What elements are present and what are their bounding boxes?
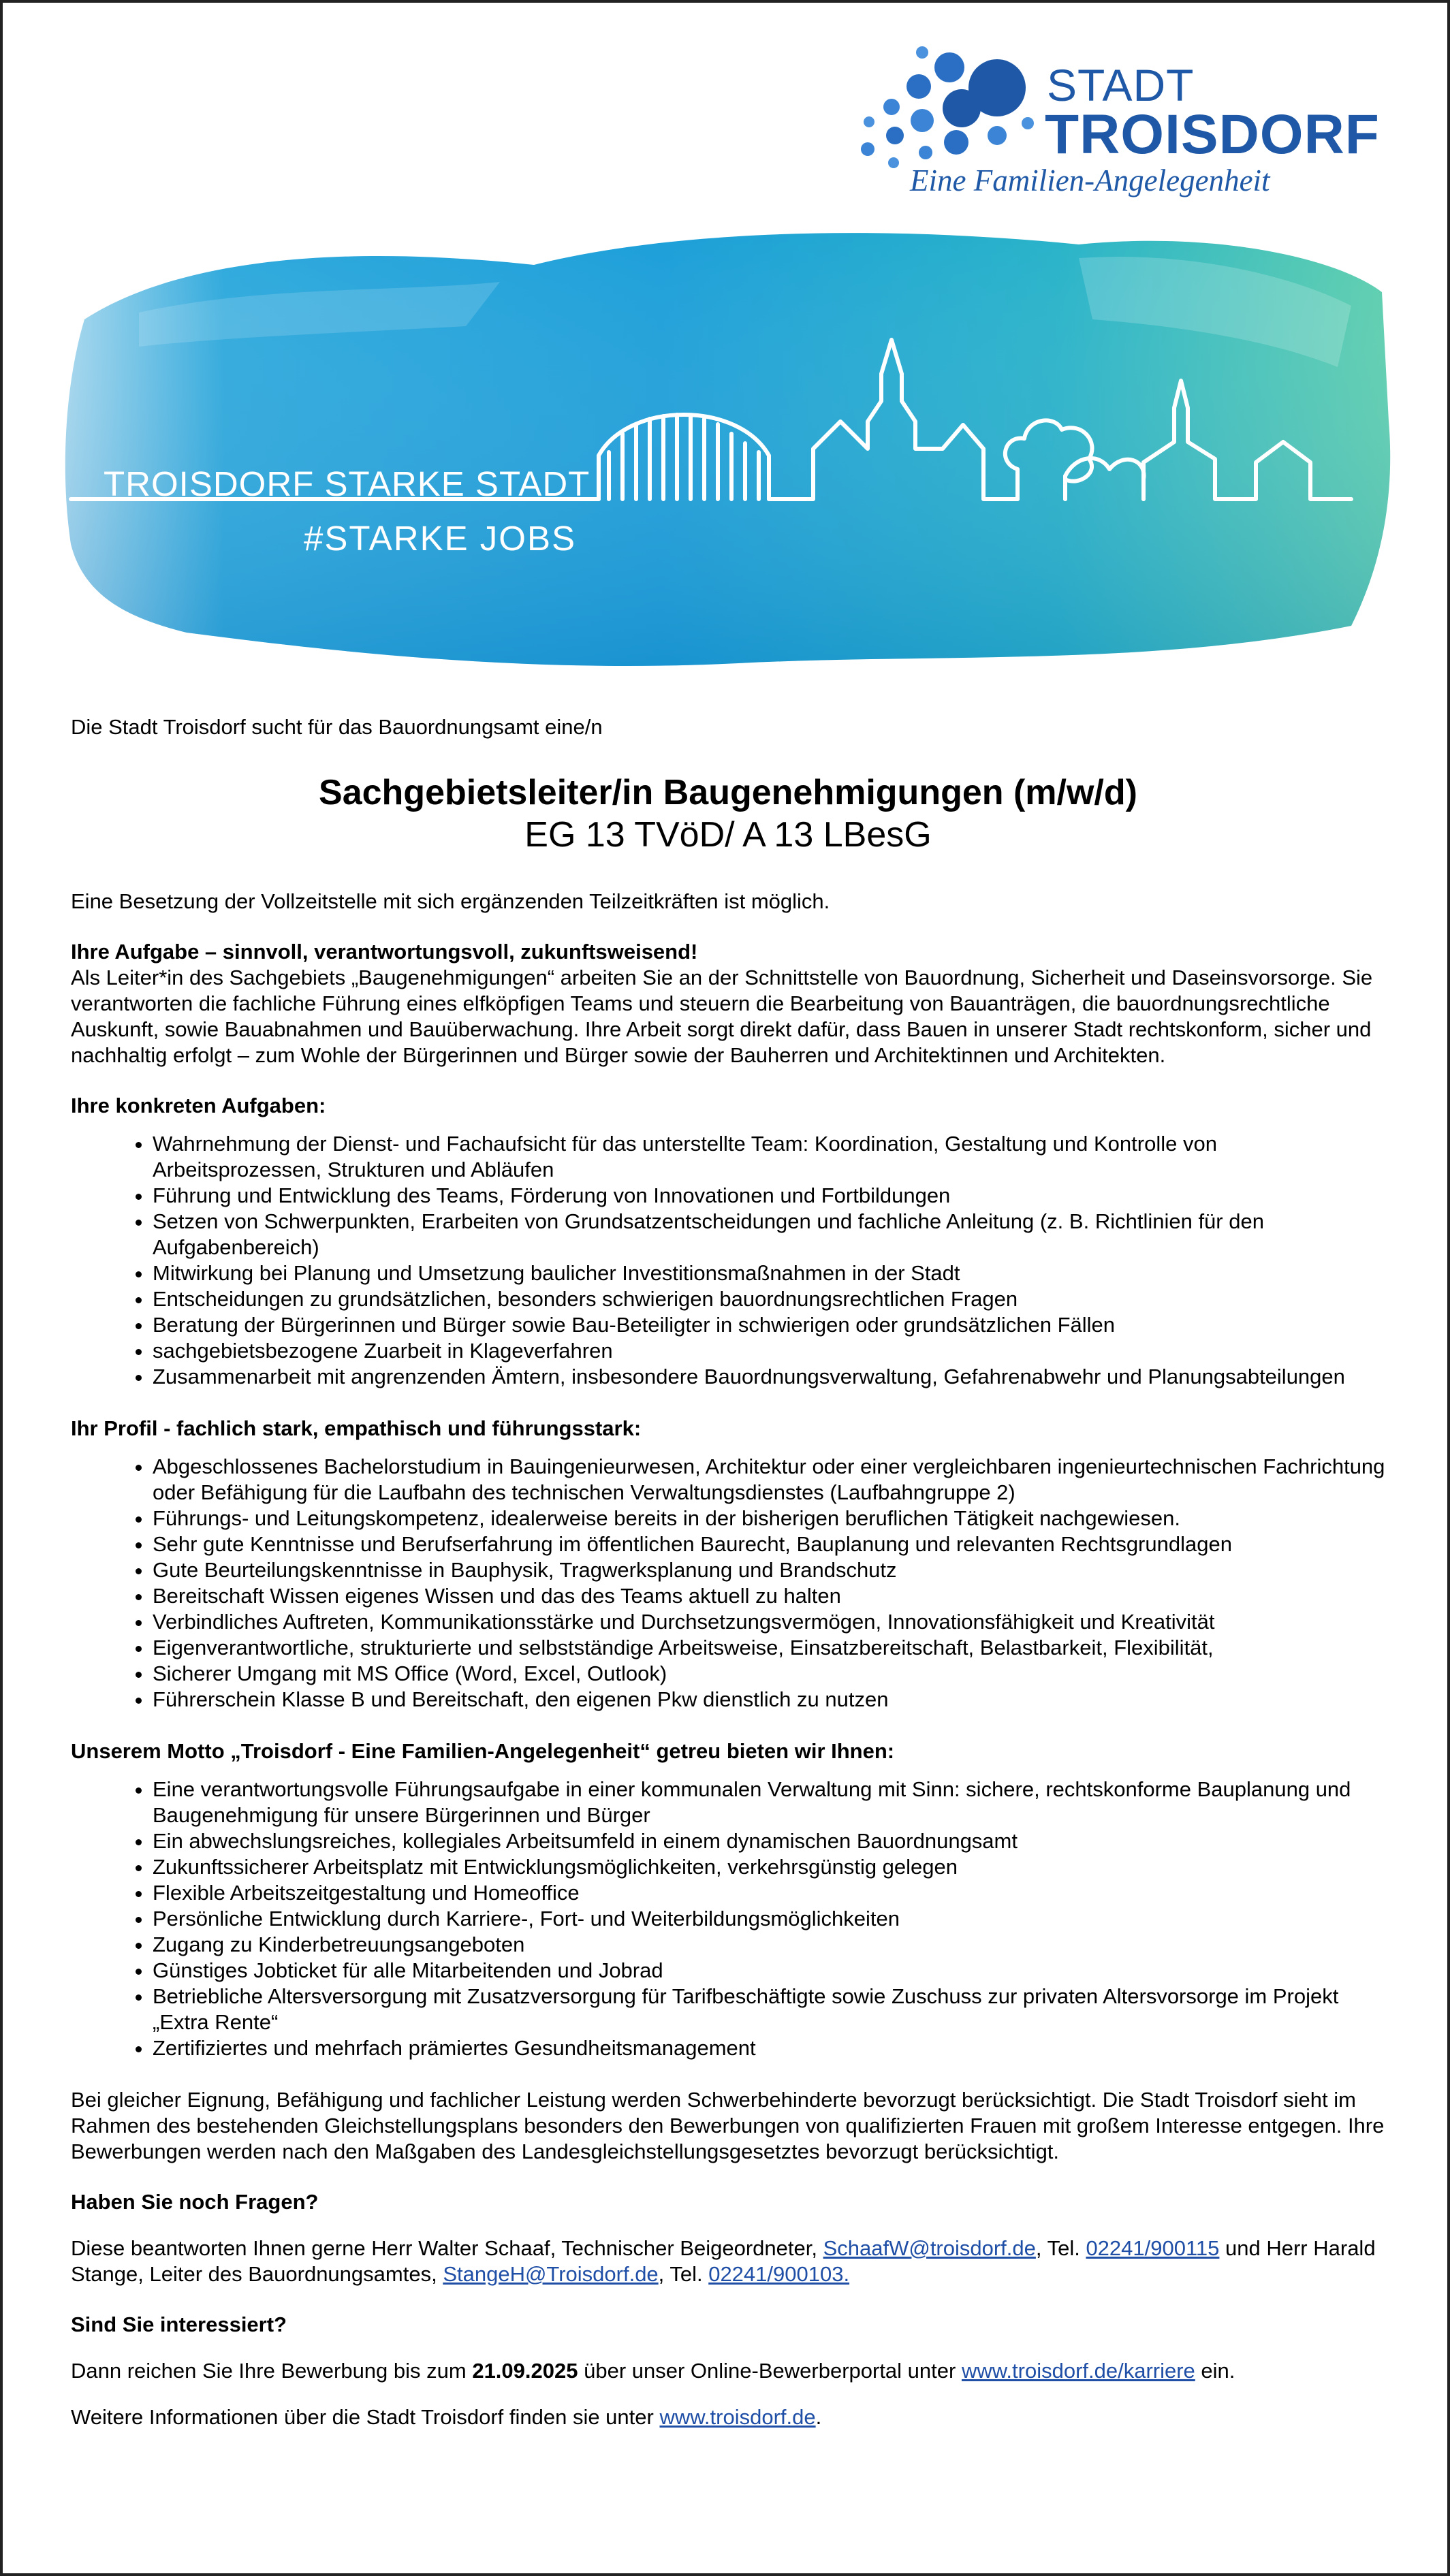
interest-heading: Sind Sie interessiert? bbox=[71, 2312, 287, 2336]
phone-link-schaaf[interactable]: 02241/900115 bbox=[1086, 2236, 1220, 2260]
list-item: • Zukunftssicherer Arbeitsplatz mit Entwicklungsmöglichkeiten, verkehrsgünstig gelegen bbox=[153, 1854, 1385, 1880]
duties-heading: Ihre konkreten Aufgaben: bbox=[71, 1094, 326, 1117]
career-portal-link[interactable]: www.troisdorf.de/karriere bbox=[961, 2359, 1195, 2383]
list-item: • Bereitschaft Wissen eigenes Wissen und das des Teams aktuell zu halten bbox=[153, 1583, 1385, 1609]
offer-heading: Unserem Motto „Troisdorf - Eine Familien-Angelegenheit“ getreu bieten wir Ihnen: bbox=[71, 1739, 895, 1763]
task-text: Als Leiter*in des Sachgebiets „Baugenehmigungen“ arbeiten Sie an der Schnittstelle von Bauordnung, Sicherheit und Daseinsvorsorge. Sie verantworten die fachliche Führung eines elfköpfigen Teams und steuern die Bearbeitung von Bauanträgen, die bauordnungsrechtliche Auskunft, sowie Bauabnahmen und Bauüberwachung. Ihre Arbeit sorgt direkt dafür, dass Bauen in unserer Stadt rechtskonform, sicher und nachhaltig erfolgt – zum Wohle der Bürgerinnen und Bürger sowie der Bauherren und Architektinnen und Architekten. bbox=[71, 966, 1373, 1067]
list-item: • Entscheidungen zu grundsätzlichen, besonders schwierigen bauordnungsrechtlichen Fragen bbox=[153, 1286, 1385, 1312]
list-item: • Mitwirkung bei Planung und Umsetzung baulicher Investitionsmaßnahmen in der Stadt bbox=[153, 1260, 1385, 1286]
questions-text-1: Diese beantworten Ihnen gerne Herr Walter Schaaf, Technischer Beigeordneter, bbox=[71, 2236, 823, 2260]
header-banner bbox=[57, 217, 1399, 694]
application-text bbox=[71, 2358, 1385, 2384]
list-item: • Zertifiziertes und mehrfach prämiertes Gesundheitsmanagement bbox=[153, 2035, 1385, 2061]
more-info-text-2: . bbox=[815, 2405, 822, 2429]
parttime-note: Eine Besetzung der Vollzeitstelle mit sich ergänzenden Teilzeitkräften ist möglich. bbox=[71, 889, 830, 913]
email-link-schaaf[interactable]: SchaafW@troisdorf.de bbox=[823, 2236, 1036, 2260]
application-text-2: über unser Online-Bewerberportal unter bbox=[578, 2359, 962, 2383]
city-logo bbox=[854, 40, 1399, 210]
posting-content bbox=[71, 714, 1385, 2430]
application-text-1: Dann reichen Sie Ihre Bewerbung bis zum bbox=[71, 2359, 473, 2383]
banner-slogan: TROISDORF STARKE STADT bbox=[104, 464, 590, 503]
profile-list bbox=[71, 1454, 1385, 1713]
more-info-text-1: Weitere Informationen über die Stadt Troisdorf finden sie unter bbox=[71, 2405, 660, 2429]
questions-heading: Haben Sie noch Fragen? bbox=[71, 2190, 319, 2214]
offer-list bbox=[71, 1777, 1385, 2061]
questions-text bbox=[71, 2236, 1385, 2287]
questions-text-3: und Herr Harald Stange, Leiter des Bauordnungsamtes, bbox=[71, 2236, 1376, 2286]
questions-text-2: , Tel. bbox=[1035, 2236, 1086, 2260]
logo-stadt-text: STADT bbox=[1047, 60, 1195, 110]
list-item: • Zusammenarbeit mit angrenzenden Ämtern, insbesondere Bauordnungsverwaltung, Gefahrenabwehr und Planungsabteilungen bbox=[153, 1364, 1385, 1390]
list-item: • Führungs- und Leitungskompetenz, idealerweise bereits in der bisherigen beruflichen Tätigkeit nachgewiesen. bbox=[153, 1506, 1385, 1531]
list-item: • Setzen von Schwerpunkten, Erarbeiten von Grundsatzentscheidungen und fachliche Anleitung (z. B. Richtlinien für den Aufgabenbereich) bbox=[153, 1209, 1385, 1260]
application-text-3: ein. bbox=[1195, 2359, 1235, 2383]
task-heading: Ihre Aufgabe – sinnvoll, verantwortungsvoll, zukunftsweisend! bbox=[71, 940, 698, 964]
dots-logo-icon bbox=[854, 40, 1045, 170]
list-item: • Sicherer Umgang mit MS Office (Word, Excel, Outlook) bbox=[153, 1661, 1385, 1687]
list-item: • Führerschein Klasse B und Bereitschaft, den eigenen Pkw dienstlich zu nutzen bbox=[153, 1687, 1385, 1713]
list-item: • Zugang zu Kinderbetreuungsangeboten bbox=[153, 1932, 1385, 1958]
logo-tagline: Eine Familien-Angelegenheit bbox=[910, 163, 1270, 197]
list-item: • Beratung der Bürgerinnen und Bürger sowie Bau-Beteiligter in schwierigen oder grundsätzlichen Fällen bbox=[153, 1312, 1385, 1338]
job-grade: EG 13 TVöD/ A 13 LBesG bbox=[524, 815, 932, 855]
list-item: • Günstiges Jobticket für alle Mitarbeitenden und Jobrad bbox=[153, 1958, 1385, 1984]
list-item: • Führung und Entwicklung des Teams, Förderung von Innovationen und Fortbildungen bbox=[153, 1183, 1385, 1209]
list-item: • Wahrnehmung der Dienst- und Fachaufsicht für das unterstellte Team: Koordination, Gestaltung und Kontrolle von Arbeitsprozessen, Strukturen und Abläufen bbox=[153, 1131, 1385, 1183]
banner-hashtag: #STARKE JOBS bbox=[304, 519, 577, 558]
list-item: • Verbindliches Auftreten, Kommunikationsstärke und Durchsetzungsvermögen, Innovationsfähigkeit und Kreativität bbox=[153, 1609, 1385, 1635]
list-item: • Ein abwechslungsreiches, kollegiales Arbeitsumfeld in einem dynamischen Bauordnungsamt bbox=[153, 1828, 1385, 1854]
email-link-stange[interactable]: StangeH@Troisdorf.de bbox=[443, 2262, 659, 2286]
banner-graphic bbox=[57, 217, 1399, 694]
list-item: • Gute Beurteilungskenntnisse in Bauphysik, Tragwerksplanung und Brandschutz bbox=[153, 1557, 1385, 1583]
deadline-date: 21.09.2025 bbox=[472, 2359, 578, 2383]
phone-link-stange[interactable]: 02241/900103. bbox=[708, 2262, 850, 2286]
job-title: Sachgebietsleiter/in Baugenehmigungen (m/w/d) bbox=[319, 773, 1137, 812]
list-item: • Abgeschlossenes Bachelorstudium in Bauingenieurwesen, Architektur oder einer vergleichbaren ingenieurtechnischen Fachrichtung oder Befähigung für die Laufbahn des technischen Verwaltungsdienstes (Laufbahngruppe 2) bbox=[153, 1454, 1385, 1506]
questions-text-4: , Tel. bbox=[658, 2262, 709, 2286]
list-item: • Eigenverantwortliche, strukturierte und selbstständige Arbeitsweise, Einsatzbereitschaft, Belastbarkeit, Flexibilität, bbox=[153, 1635, 1385, 1661]
equality-statement: Bei gleicher Eignung, Befähigung und fachlicher Leistung werden Schwerbehinderte bevorzugt berücksichtigt. Die Stadt Troisdorf sieht im Rahmen des bestehenden Gleichstellungsplans besonders den Bewerbungen von qualifizierten Frauen mit großem Interesse entgegen. Ihre Bewerbungen werden nach den Maßgaben des Landesgleichstellungsgesetztes bevorzugt berücksichtigt. bbox=[71, 2088, 1385, 2163]
list-item: • sachgebietsbezogene Zuarbeit in Klageverfahren bbox=[153, 1338, 1385, 1364]
more-info-text bbox=[71, 2404, 1385, 2430]
list-item: • Sehr gute Kenntnisse und Berufserfahrung im öffentlichen Baurecht, Bauplanung und relevanten Rechtsgrundlagen bbox=[153, 1531, 1385, 1557]
list-item: • Betriebliche Altersversorgung mit Zusatzversorgung für Tarifbeschäftigte sowie Zuschuss zur privaten Altersvorsorge im Projekt „Extra Rente“ bbox=[153, 1984, 1385, 2035]
list-item: • Persönliche Entwicklung durch Karriere-, Fort- und Weiterbildungsmöglichkeiten bbox=[153, 1906, 1385, 1932]
city-website-link[interactable]: www.troisdorf.de bbox=[659, 2405, 816, 2429]
duties-list bbox=[71, 1131, 1385, 1390]
list-item: • Eine verantwortungsvolle Führungsaufgabe in einer kommunalen Verwaltung mit Sinn: sichere, rechtskonforme Bauplanung und Baugenehmigung für unsere Bürgerinnen und Bürger bbox=[153, 1777, 1385, 1828]
list-item: • Flexible Arbeitszeitgestaltung und Homeoffice bbox=[153, 1880, 1385, 1906]
intro-text: Die Stadt Troisdorf sucht für das Bauordnungsamt eine/n bbox=[71, 715, 603, 739]
logo-city-text: TROISDORF bbox=[1045, 104, 1380, 165]
profile-heading: Ihr Profil - fachlich stark, empathisch und führungsstark: bbox=[71, 1416, 642, 1440]
